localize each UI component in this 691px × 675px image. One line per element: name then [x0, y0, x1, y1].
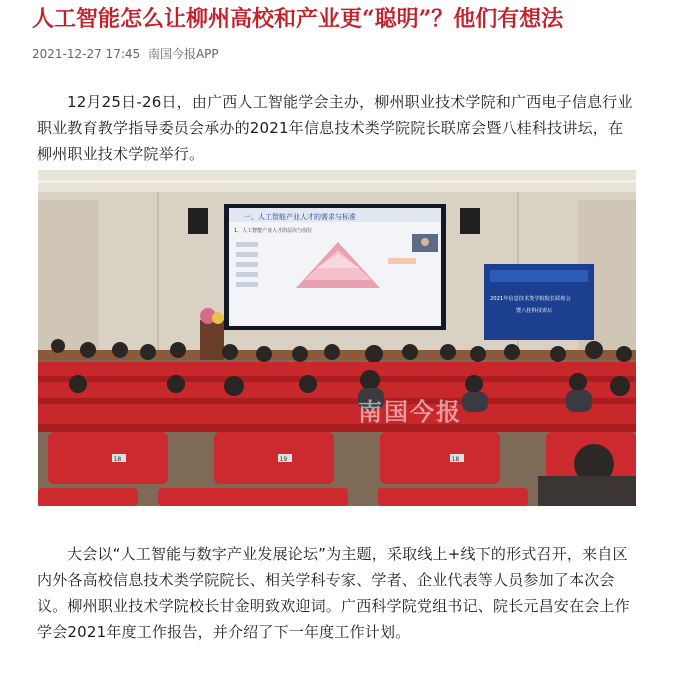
banner-line-1: 2021年信息技术类学院院长联席会	[490, 296, 571, 302]
seat-label-1: 18	[113, 456, 122, 463]
banner-line-2: 暨八桂科技讲坛	[516, 308, 553, 314]
seat-label-2: 19	[279, 456, 288, 463]
article-meta	[32, 46, 223, 62]
screen-subheading: 1、人工智能产业人才的层次与岗位	[234, 228, 313, 234]
paragraph-2: 大会以“人工智能与数字产业发展论坛”为主题，采取线上+线下的形式召开，来自区内外各高校信息技术类学院院长、相关学科专家、学者、企业代表等人员参加了本次会议。柳州职业技术学院校长甘金明致欢迎词。广西科学院党组书记、院长元昌安在会上作学会2021年度工作报告，并介绍了下一年度工作计划。	[37, 545, 630, 641]
photo-watermark: 南国今报	[358, 397, 462, 426]
article-title: 人工智能怎么让柳州高校和产业更“聪明”？他们有想法	[32, 6, 564, 32]
paragraph-1: 12月25日-26日，由广西人工智能学会主办，柳州职业技术学院和广西电子信息行业职业教育教学指导委员会承办的2021年信息技术类学院院长联席会暨八桂科技讲坛，在柳州职业技术学院举行。	[37, 93, 633, 163]
screen-heading: 一、人工智能产业人才的需求与标准	[244, 213, 356, 221]
conference-photo	[38, 170, 636, 506]
publish-date: 2021-12-27 17:45	[32, 47, 141, 61]
source-label[interactable]: 南国今报APP	[147, 47, 219, 61]
seat-label-3: 18	[451, 456, 460, 463]
